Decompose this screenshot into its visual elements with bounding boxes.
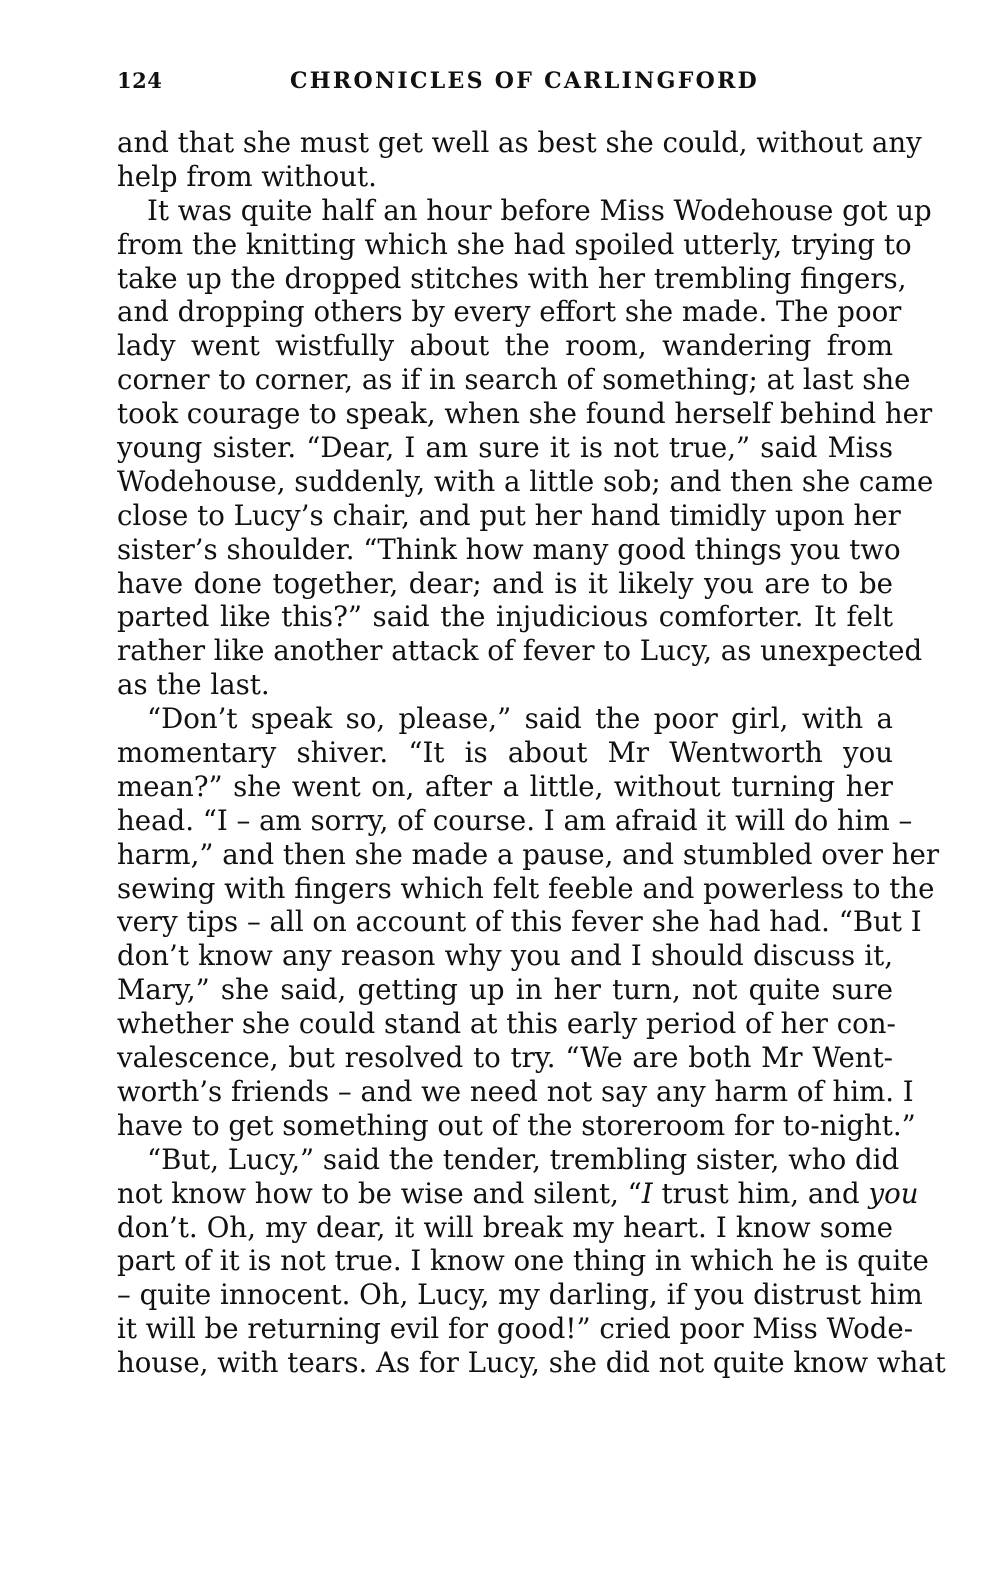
text-line: valescence, but resolved to try. “We are both Mr Went- xyxy=(117,1041,893,1075)
text-line: head. “I – am sorry, of course. I am afraid it will do him – xyxy=(117,803,913,837)
text-line: parted like this?” said the injudicious comforter. It felt xyxy=(117,600,893,634)
text-line: momentary shiver. “It is about Mr Wentworth you xyxy=(117,736,893,770)
paragraph-start-line: “Don’t speak so, please,” said the poor girl, with a xyxy=(147,702,893,736)
paragraph-start-line: “But, Lucy,” said the tender, trembling sister, who did xyxy=(147,1142,900,1176)
text-line: and dropping others by every effort she made. The poor xyxy=(117,295,902,329)
text-line: as the last. xyxy=(117,668,270,702)
text-line: Wodehouse, suddenly, with a little sob; and then she came xyxy=(117,464,934,498)
text-line: mean?” she went on, after a little, without turning her xyxy=(117,769,893,803)
text-line: help from without. xyxy=(117,159,377,193)
text-segment: not know how to be wise and silent, “ xyxy=(117,1176,642,1210)
text-line: Mary,” she said, getting up in her turn, not quite sure xyxy=(117,973,893,1007)
text-line: harm,” and then she made a pause, and stumbled over her xyxy=(117,837,940,871)
text-line-with-emphasis xyxy=(117,1176,919,1211)
text-line: whether she could stand at this early period of her con- xyxy=(117,1007,896,1041)
text-line: take up the dropped stitches with her trembling fingers, xyxy=(117,261,907,295)
paragraph-start-line: It was quite half an hour before Miss Wodehouse got up xyxy=(147,193,932,227)
text-line: don’t know any reason why you and I should discuss it, xyxy=(117,939,893,973)
running-title: CHRONICLES OF CARLINGFORD xyxy=(290,68,760,94)
text-line: sewing with fingers which felt feeble and powerless to the xyxy=(117,871,935,905)
text-line: part of it is not true. I know one thing in which he is quite xyxy=(117,1244,929,1278)
running-head xyxy=(117,64,893,104)
text-line: lady went wistfully about the room, wandering from xyxy=(117,329,893,363)
text-line: young sister. “Dear, I am sure it is not true,” said Miss xyxy=(117,431,893,465)
text-line: from the knitting which she had spoiled utterly, trying to xyxy=(117,227,912,261)
text-segment: trust him, and xyxy=(652,1176,869,1210)
text-line: it will be returning evil for good!” cried poor Miss Wode- xyxy=(117,1312,914,1346)
text-line: corner to corner, as if in search of something; at last she xyxy=(117,363,911,397)
text-line: sister’s shoulder. “Think how many good things you two xyxy=(117,532,901,566)
text-line: – quite innocent. Oh, Lucy, my darling, if you distrust him xyxy=(117,1278,923,1312)
page-number: 124 xyxy=(117,68,163,93)
text-line: took courage to speak, when she found herself behind her xyxy=(117,397,933,431)
text-line: have to get something out of the storeroom for to-night.” xyxy=(117,1108,916,1142)
text-line: house, with tears. As for Lucy, she did not quite know what xyxy=(117,1346,946,1380)
body-text xyxy=(117,126,946,1380)
text-line: have done together, dear; and is it likely you are to be xyxy=(117,566,893,600)
emphasis: I xyxy=(641,1176,653,1210)
emphasis: you xyxy=(868,1176,919,1210)
text-line: and that she must get well as best she could, without any xyxy=(117,126,922,159)
text-line: very tips – all on account of this fever she had had. “But I xyxy=(117,905,922,939)
text-line: close to Lucy’s chair, and put her hand timidly upon her xyxy=(117,498,901,532)
text-line: rather like another attack of fever to Lucy, as unexpected xyxy=(117,634,923,668)
text-line: don’t. Oh, my dear, it will break my heart. I know some xyxy=(117,1210,893,1244)
text-line: worth’s friends – and we need not say any harm of him. I xyxy=(117,1074,914,1108)
